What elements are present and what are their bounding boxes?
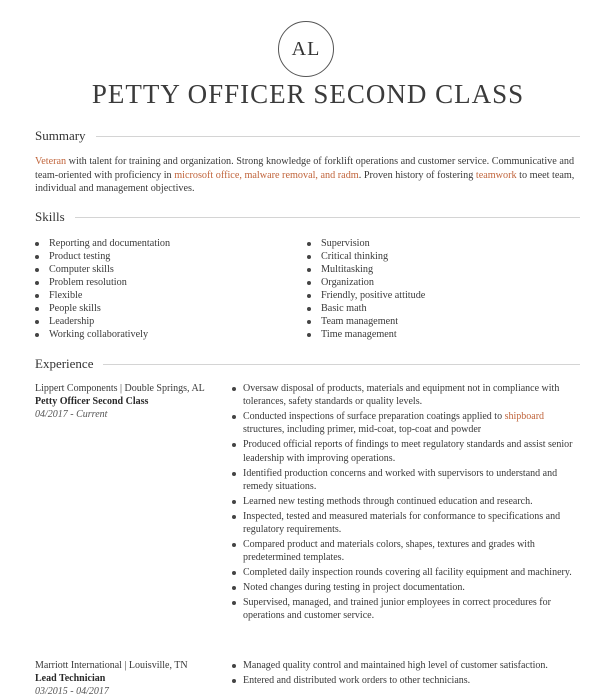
job-bullet: Identified production concerns and worked with supervisors to understand and remedy situations. xyxy=(232,467,582,493)
summary-link-skills[interactable]: microsoft office, malware removal, and radm xyxy=(174,169,359,181)
skill-item: Time management xyxy=(307,328,425,341)
skill-item: Flexible xyxy=(35,289,170,302)
summary-title: Summary xyxy=(35,128,86,143)
resume-name: PETTY OFFICER SECOND CLASS xyxy=(91,79,525,109)
job-bullet xyxy=(232,410,582,436)
job-dates: 04/2017 - Current xyxy=(35,409,108,420)
skills-title: Skills xyxy=(35,209,65,224)
experience-heading xyxy=(35,356,580,372)
skill-item: Team management xyxy=(307,315,425,328)
job-company: Lippert Components | Double Springs, AL xyxy=(35,383,205,394)
skill-item: Multitasking xyxy=(307,263,425,276)
job-1-bullets xyxy=(232,382,582,624)
job-bullet: Produced official reports of findings to meet regulatory standards and assist senior leadership with improving operations. xyxy=(232,438,582,464)
job-bullet: Noted changes during testing in project documentation. xyxy=(232,581,582,594)
job-bullet: Supervised, managed, and trained junior employees in correct procedures for operations and customer service. xyxy=(232,596,582,622)
skill-item: Leadership xyxy=(35,315,170,328)
job-bullet-text: structures, including primer, mid-coat, top-coat and powder xyxy=(243,424,482,436)
job-company: Marriott International | Louisville, TN xyxy=(35,660,188,671)
summary-heading xyxy=(35,128,580,144)
experience-rule xyxy=(103,364,580,365)
skills-heading xyxy=(35,209,580,225)
job-bullet: Inspected, tested and measured materials for conformance to specifications and regulatory requirements. xyxy=(232,510,582,536)
skill-item: Friendly, positive attitude xyxy=(307,289,425,302)
job-bullet: Learned new testing methods through continued education and research. xyxy=(232,495,582,508)
job-2-header xyxy=(35,659,225,698)
skill-item: Working collaboratively xyxy=(35,328,170,341)
job-title: Lead Technician xyxy=(35,673,106,684)
skills-rule xyxy=(75,217,580,218)
job-title: Petty Officer Second Class xyxy=(35,396,149,407)
summary-text-part: . Proven history of fostering xyxy=(358,169,476,181)
job-bullet: Completed daily inspection rounds covering all facility equipment and machinery. xyxy=(232,566,582,579)
summary-rule xyxy=(96,136,580,137)
job-bullet: Managed quality control and maintained high level of customer satisfaction. xyxy=(232,659,582,672)
summary-link-veteran[interactable]: Veteran xyxy=(35,156,67,167)
skill-item: Supervision xyxy=(307,237,425,250)
experience-title: Experience xyxy=(35,356,94,371)
job-bullet: Oversaw disposal of products, materials and equipment not in compliance with tolerances, safety standards or quality levels. xyxy=(232,382,582,408)
job-bullet: Entered and distributed work orders to other technicians. xyxy=(232,674,582,687)
skill-item: People skills xyxy=(35,302,170,315)
skill-item: Product testing xyxy=(35,250,170,263)
job-2-bullets xyxy=(232,659,582,689)
skills-list-right xyxy=(307,237,425,341)
skill-item: Reporting and documentation xyxy=(35,237,170,250)
summary-text xyxy=(35,155,585,196)
skill-item: Organization xyxy=(307,276,425,289)
initials-monogram xyxy=(278,21,334,77)
skills-list-left xyxy=(35,237,170,341)
shipboard-link[interactable]: shipboard xyxy=(504,411,545,423)
job-bullet-text: Conducted inspections of surface preparation coatings applied to xyxy=(243,411,505,423)
summary-link-teamwork[interactable]: teamwork xyxy=(475,169,517,181)
job-dates: 03/2015 - 04/2017 xyxy=(35,686,109,697)
skill-item: Critical thinking xyxy=(307,250,425,263)
initials: AL xyxy=(291,37,321,60)
skill-item: Basic math xyxy=(307,302,425,315)
skill-item: Computer skills xyxy=(35,263,170,276)
job-1-header xyxy=(35,382,225,421)
summary-text-part: with talent for training and organization. Strong knowledge of forklift operations and customer service. Communicative and team-oriented with proficiency in xyxy=(35,156,575,181)
skill-item: Problem resolution xyxy=(35,276,170,289)
summary-text-part: to meet team, individual and management objectives. xyxy=(35,169,575,194)
job-bullet: Compared product and materials colors, shapes, textures and grades with predetermined templates. xyxy=(232,538,582,564)
